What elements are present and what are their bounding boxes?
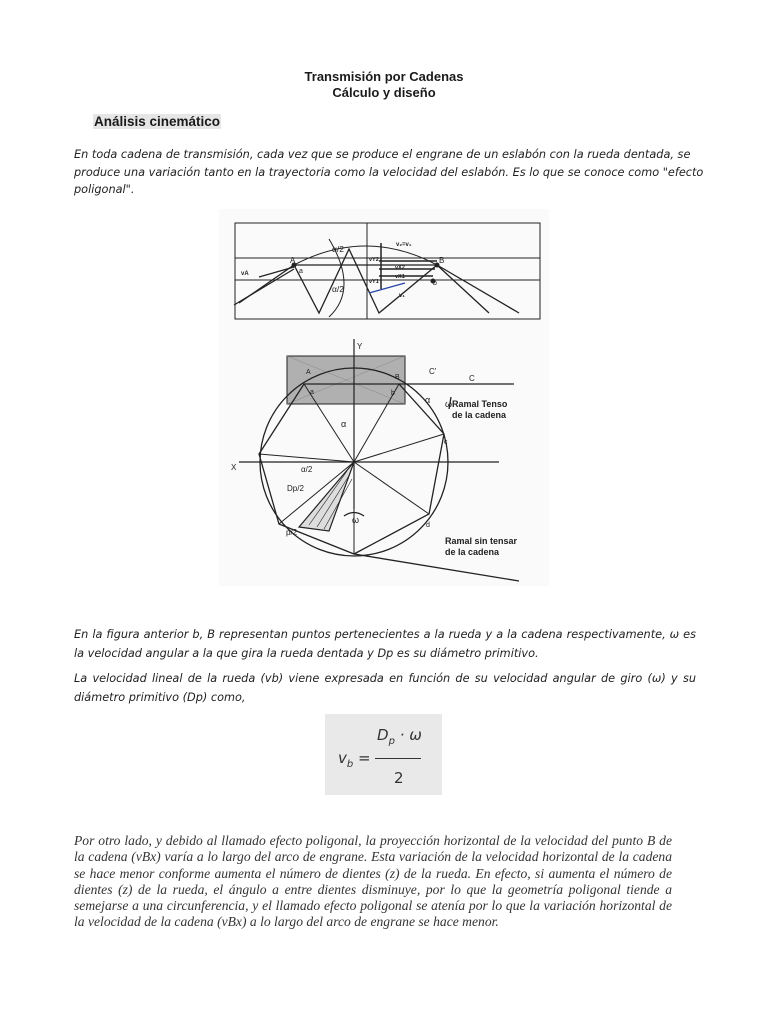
velocity-formula [325,714,442,795]
label-B-top: B [439,256,445,265]
label-d: d [426,522,430,529]
label-a-bottom: a [310,389,314,396]
label-y-axis: Y [357,342,363,351]
label-vx1: vX1 [395,274,405,280]
formula-eq: = [353,749,371,767]
formula-fraction-bar [375,758,421,759]
label-x-axis: X [231,463,237,472]
label-dp-half: Dp/2 [287,484,304,493]
formula-denominator: 2 [394,769,404,787]
label-ramal-tenso-2: de la cadena [452,410,507,420]
figure-reference-paragraph: En la figura anterior b, B representan puntos pertenecientes a la rueda y a la cadena respectivamente, ω es la velocidad angular a la que gira la rueda dentada y Dp es su diámetro primitivo. [74,628,696,660]
label-vx2: vX2 [395,265,405,271]
label-omega-bottom: ω [352,515,360,525]
formula-num-d: D [377,726,389,744]
polygonal-effect-paragraph: Por otro lado, y debido al llamado efecto poligonal, la proyección horizontal de la velocidad del punto B de la cadena (vBx) varía a lo largo del arco de engrane. Esta variación de la velocidad horizontal de la cadena se hace menor conforme aumenta el número de dientes (z) de la rueda. En efecto, si aumenta el número de dientes (z) de la rueda, el ángulo a entre dientes disminuye, por lo que la geometría poligonal tiende a semejarse a una circunferencia, y el llamado efecto poligonal se atenía por lo que la variación horizontal de la velocidad de la cadena (vBx) a lo largo del arco de engrane se hace menor. [74,833,672,930]
label-alpha-half-top: α/2 [332,244,345,254]
document-title-line-1: Transmisión por Cadenas [304,69,464,84]
label-b-bottom: b [391,390,395,397]
label-ramal-tenso-1: Ramal Tenso [452,399,508,409]
label-ramal-sin-1: Ramal sin tensar [445,536,518,546]
chain-kinematics-figure [219,209,549,586]
label-A-bottom: A [306,369,311,376]
label-alpha-half-bottom: α/2 [332,284,345,294]
label-va: vA [241,271,249,277]
figure-svg [219,209,549,586]
label-B-bottom: B [395,374,400,381]
label-c: c [444,439,448,446]
label-alpha-2: α [425,395,431,405]
formula-num-sub: p [388,736,395,747]
label-A-top: A [290,256,296,265]
formula-num-rest: · ω [394,726,422,744]
label-alpha-half: α/2 [301,465,313,474]
formula-lhs-v: v [338,749,347,767]
label-C-prime: C' [429,367,437,376]
label-omega-top: ω [445,399,453,409]
label-vy1: vY1 [369,279,379,285]
label-v1: v₁ [399,293,405,299]
document-title-line-2: Cálculo y diseño [332,85,436,100]
label-ramal-sin-2: de la cadena [445,547,500,557]
formula-lhs-sub: b [346,759,354,770]
label-C: C [469,374,475,383]
label-a-top: a [299,268,303,275]
formula-lhs [338,749,371,770]
label-vy2: vY2 [369,257,379,263]
label-b-top: b [433,280,437,287]
label-alpha: α [341,419,347,429]
label-p-half: p/2 [286,528,298,537]
section-heading: Análisis cinemático [94,114,221,129]
label-v2: v₂=v₁ [396,242,412,248]
linear-velocity-paragraph: La velocidad lineal de la rueda (vb) viene expresada en función de su velocidad angular de giro (ω) y su diámetro primitivo (Dp) como, [74,672,696,704]
intro-paragraph: En toda cadena de transmisión, cada vez que se produce el engrane de un eslabón con la rueda dentada, se produce una variación tanto en la trayectoria como la velocidad del eslabón. Es lo que se conoce como "efecto poligonal". [74,148,704,196]
formula-numerator [377,726,422,747]
